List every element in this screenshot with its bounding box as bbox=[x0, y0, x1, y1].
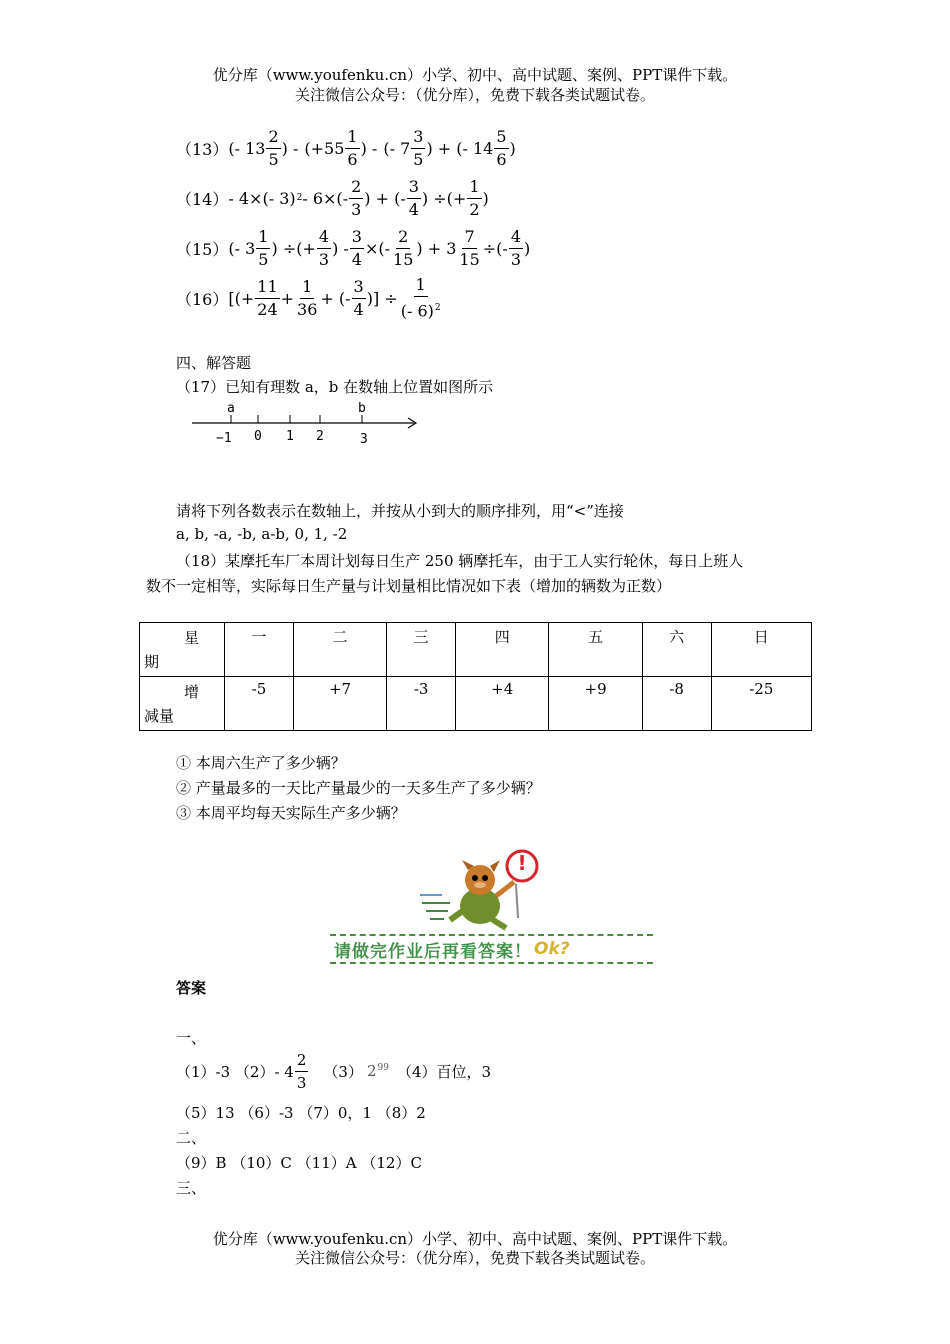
change-cell: +4 bbox=[456, 677, 549, 731]
exclamation-mark: ! bbox=[517, 851, 527, 875]
tick-label: −1 bbox=[216, 431, 232, 446]
day-cell: 日 bbox=[711, 623, 811, 677]
answer-text: （4）百位，3 bbox=[396, 1062, 492, 1081]
row-header-text: 星 bbox=[184, 629, 200, 647]
production-table bbox=[139, 622, 812, 731]
banner-suffix: Ok? bbox=[534, 939, 570, 959]
answers-title: 答案 bbox=[176, 979, 207, 997]
problem-label: （16） bbox=[176, 289, 229, 309]
day-cell: 二 bbox=[293, 623, 386, 677]
day-cell: 一 bbox=[225, 623, 294, 677]
change-cell: -8 bbox=[642, 677, 711, 731]
answers-line-3: （9）B （10）C （11）A （12）C bbox=[176, 1154, 422, 1172]
cartoon-character-icon bbox=[330, 848, 655, 932]
answers-section-3: 三、 bbox=[176, 1179, 207, 1197]
row-header-text: 增 bbox=[184, 683, 200, 701]
change-cell: -3 bbox=[387, 677, 456, 731]
answers-line-1: （1）-3 （2）- 4 $\frac{2}{3}$ （3） $2^{99}$ （4）百位，3 bbox=[176, 1050, 492, 1092]
banner-text-strip bbox=[330, 934, 653, 964]
table-row bbox=[140, 623, 812, 677]
problem-label: （13） bbox=[176, 139, 229, 159]
page-footer-line1: 优分库（www.youfenku.cn）小学、初中、高中试题、案例、PPT课件下载。 bbox=[212, 1230, 738, 1248]
homework-banner bbox=[330, 848, 655, 966]
problem-13: （13） (- 13 $\frac{2}{5}$ ) - (+55 $\frac{1}{6}$ ) - (- 7 $\frac{3}{5}$ ) + (- 14 $\frac{5}{6}$ ) bbox=[176, 126, 516, 169]
change-cell: -25 bbox=[711, 677, 811, 731]
question-18-line1: （18）某摩托车厂本周计划每日生产 250 辆摩托车，由于工人实行轮休，每日上班人 bbox=[176, 552, 744, 570]
answers-line-2: （5）13 （6）-3 （7）0，1 （8）2 bbox=[176, 1104, 426, 1122]
label-a: a bbox=[227, 401, 235, 416]
problem-label: （15） bbox=[176, 239, 229, 259]
problem-16: （16） [(+ $\frac{11}{24}$ + $\frac{1}{36}$ + (- $\frac{3}{4}$ )] ÷ $\frac{1}{(- 6)^2}$ bbox=[176, 274, 441, 321]
day-cell: 三 bbox=[387, 623, 456, 677]
problem-14: （14） - 4×(- 3) 2 - 6×(- $\frac{2}{3}$ ) + (- $\frac{3}{4}$ ) ÷(+ $\frac{1}{2}$ ) bbox=[176, 176, 489, 219]
question-17: （17）已知有理数 a，b 在数轴上位置如图所示 bbox=[176, 378, 494, 396]
row-header-day bbox=[140, 623, 225, 677]
number-line bbox=[186, 396, 426, 450]
label-b: b bbox=[358, 401, 366, 416]
answers-section-1: 一、 bbox=[176, 1029, 207, 1047]
row-header-text: 减量 bbox=[144, 707, 175, 725]
question-17-numbers: a, b, -a, -b, a-b, 0, 1, -2 bbox=[176, 525, 348, 543]
answers-section-2: 二、 bbox=[176, 1129, 207, 1147]
page-footer-line2: 关注微信公众号：（优分库），免费下载各类试题试卷。 bbox=[294, 1249, 655, 1267]
tick-label: 1 bbox=[286, 429, 294, 444]
question-item: ③ 本周平均每天实际生产多少辆？ bbox=[176, 804, 406, 822]
answer-text: （3） bbox=[323, 1062, 363, 1081]
row-header-text: 期 bbox=[144, 653, 160, 671]
tick-label: 2 bbox=[316, 429, 324, 444]
row-header-change bbox=[140, 677, 225, 731]
question-18-line2: 数不一定相等，实际每日生产量与计划量相比情况如下表（增加的辆数为正数） bbox=[146, 577, 672, 595]
question-17-instruction: 请将下列各数表示在数轴上，并按从小到大的顺序排列，用“<”连接 bbox=[176, 502, 624, 520]
banner-text: 请做完作业后再看答案！ bbox=[334, 941, 532, 962]
day-cell: 六 bbox=[642, 623, 711, 677]
problem-label: （14） bbox=[176, 189, 229, 209]
change-cell: -5 bbox=[225, 677, 294, 731]
table-row bbox=[140, 677, 812, 731]
problem-15: （15） (- 3 $\frac{1}{5}$ ) ÷(+ $\frac{4}{3}$ ) - $\frac{3}{4}$ ×(- $\frac{2}{15}$ ) + 3 $\frac{7}{15}$ ÷(- $\frac{4}{3}$ ) bbox=[176, 226, 531, 269]
section-title: 四、解答题 bbox=[176, 354, 252, 372]
question-item: ② 产量最多的一天比产量最少的一天多生产了多少辆？ bbox=[176, 779, 541, 797]
tick-label: 0 bbox=[254, 429, 262, 444]
page-header-line2: 关注微信公众号：（优分库），免费下载各类试题试卷。 bbox=[294, 86, 655, 104]
day-cell: 五 bbox=[549, 623, 642, 677]
answer-text: （1）-3 （2）- 4 bbox=[176, 1062, 294, 1081]
tick-label: 3 bbox=[360, 432, 368, 447]
change-cell: +7 bbox=[293, 677, 386, 731]
change-cell: +9 bbox=[549, 677, 642, 731]
day-cell: 四 bbox=[456, 623, 549, 677]
page-header-line1: 优分库（www.youfenku.cn）小学、初中、高中试题、案例、PPT课件下载。 bbox=[212, 66, 738, 84]
question-item: ① 本周六生产了多少辆？ bbox=[176, 754, 346, 772]
